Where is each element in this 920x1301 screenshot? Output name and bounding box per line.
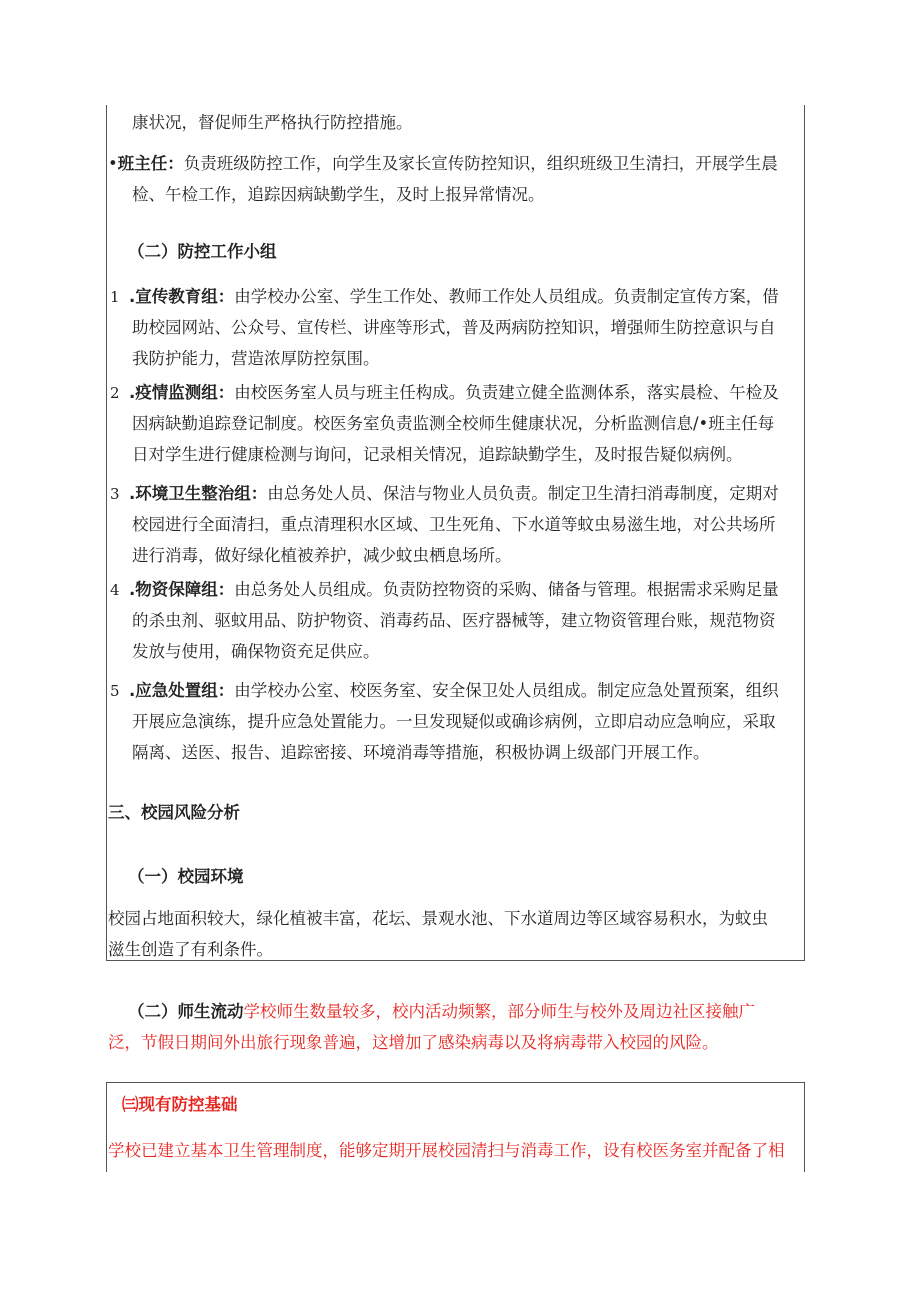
group-item (129, 281, 779, 313)
group-line: 助校园网站、公众号、宣传栏、讲座等形式，普及两病防控知识，增强师生防控意识与自 (132, 318, 776, 337)
group-line: 由总务处人员组成。负责防控物资的采购、储备与管理。根据需求采购足量 (234, 580, 779, 599)
bullet: • (108, 154, 118, 173)
subsection-title-flow: （二）师生流动 (128, 1002, 244, 1021)
group-label: .物资保障组： (129, 580, 235, 599)
group-line: 由总务处人员、保洁与物业人员负责。制定卫生清扫消毒制度，定期对 (267, 484, 779, 503)
group-line: 隔离、送医、报告、追踪密接、环境消毒等措施，积极协调上级部门开展工作。 (132, 743, 710, 762)
environment-line-2: 滋生创造了有利条件。 (108, 940, 273, 959)
head-teacher-line-2: 检、午检工作，追踪因病缺勤学生，及时上报异常情况。 (132, 185, 545, 204)
group-item (129, 377, 779, 409)
flow-line-1: 学校师生数量较多，校内活动频繁，部分师生与校外及周边社区接触广 (243, 1002, 755, 1021)
base-line-1: 学校已建立基本卫生管理制度，能够定期开展校园清扫与消毒工作，设有校医务室并配备了相 (108, 1141, 785, 1160)
group-item (129, 675, 779, 707)
section-title-risk: 三、校园风险分析 (108, 803, 240, 822)
group-label: .疫情监测组： (129, 383, 235, 402)
group-number: 3 (110, 485, 120, 503)
flow-line-2: 泛，节假日期间外出旅行现象普遍，这增加了感染病毒以及将病毒带入校园的风险。 (108, 1033, 719, 1052)
group-number: 5 (110, 682, 120, 700)
group-line: 日对学生进行健康检测与询问，记录相关情况，追踪缺勤学生，及时报告疑似病例。 (132, 445, 743, 464)
subsection-title-base: ㈢现有防控基础 (122, 1095, 238, 1114)
group-line: 发放与使用，确保物资充足供应。 (132, 642, 380, 661)
section-title-groups: （二）防控工作小组 (128, 242, 277, 261)
group-line: 我防护能力，营造浓厚防控氛围。 (132, 349, 380, 368)
group-label: .应急处置组： (129, 681, 235, 700)
group-line: 开展应急演练，提升应急处置能力。一旦发现疑似或确诊病例，立即启动应急响应，采取 (132, 712, 776, 731)
head-teacher-label: 班主任： (117, 154, 184, 173)
head-teacher-paragraph (108, 148, 778, 180)
group-line: 由校医务室人员与班主任构成。负责建立健全监测体系，落实晨检、午检及 (234, 383, 779, 402)
group-item (129, 478, 779, 510)
group-line: 校园进行全面清扫，重点清理积水区域、卫生死角、下水道等蚊虫易滋生地，对公共场所 (132, 515, 776, 534)
environment-line-1: 校园占地面积较大，绿化植被丰富，花坛、景观水池、下水道周边等区域容易积水，为蚊虫 (108, 909, 768, 928)
group-label: .宣传教育组： (129, 287, 235, 306)
group-line: 的杀虫剂、驱蚊用品、防护物资、消毒药品、医疗器械等，建立物资管理台账，规范物资 (132, 611, 776, 630)
subsection-title-environment: （一）校园环境 (128, 867, 244, 886)
group-line: 由学校办公室、校医务室、安全保卫处人员组成。制定应急处置预案，组织 (234, 681, 779, 700)
paragraph-continuation: 康状况，督促师生严格执行防控措施。 (132, 113, 413, 132)
group-item (129, 574, 779, 606)
group-number: 4 (110, 581, 120, 599)
group-number: 1 (110, 288, 120, 306)
group-line: 因病缺勤追踪登记制度。校医务室负责监测全校师生健康状况，分析监测信息/•班主任每 (132, 414, 775, 433)
flow-paragraph (128, 996, 755, 1028)
group-line: 由学校办公室、学生工作处、教师工作处人员组成。负责制定宣传方案，借 (234, 287, 779, 306)
head-teacher-line-1: 负责班级防控工作，向学生及家长宣传防控知识，组织班级卫生清扫，开展学生晨 (183, 154, 778, 173)
group-number: 2 (110, 384, 120, 402)
group-line: 进行消毒，做好绿化植被养护，减少蚊虫栖息场所。 (132, 546, 512, 565)
group-label: .环境卫生整治组： (129, 484, 268, 503)
